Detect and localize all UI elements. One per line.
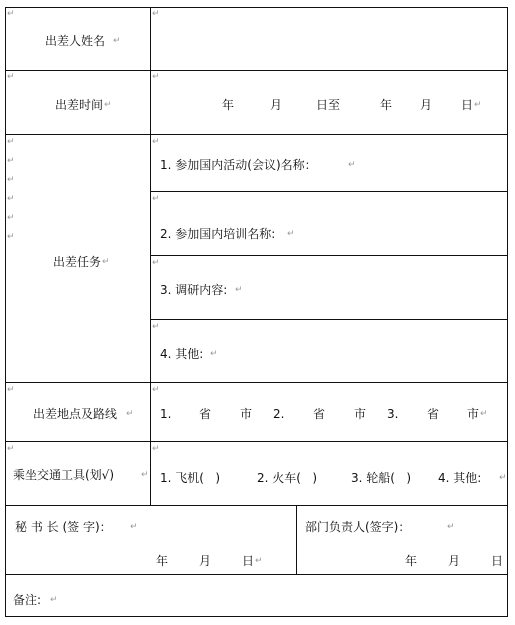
secretary-date-year: 年 [156, 554, 169, 568]
subrow-divider [150, 255, 508, 256]
table-border-top [5, 7, 508, 8]
time-year-end: 年 [380, 98, 393, 112]
route-province-1: 省 [199, 407, 212, 421]
return-mark-icon [287, 230, 295, 239]
signature-divider [296, 505, 297, 574]
return-mark-icon [152, 445, 160, 454]
row-divider [5, 70, 508, 71]
return-mark-icon [152, 195, 160, 204]
return-mark-icon [480, 410, 488, 419]
return-mark-icon [104, 101, 112, 110]
transport-train: 2. 火车( ) [257, 471, 318, 485]
return-mark-icon [235, 286, 243, 295]
label-transport: 乘坐交通工具(划√) [13, 468, 115, 482]
transport-plane: 1. 飞机( ) [160, 471, 221, 485]
label-place-route: 出差地点及路线 [33, 407, 118, 421]
label-travel-time: 出差时间 [55, 98, 104, 112]
return-mark-icon [7, 73, 15, 82]
secretary-date-day: 日 [242, 554, 255, 568]
return-mark-icon [7, 138, 15, 147]
task-meeting: 1. 参加国内活动(会议)名称： [160, 158, 317, 172]
return-mark-icon [130, 523, 138, 532]
return-mark-icon [152, 386, 160, 395]
return-mark-icon [255, 557, 263, 566]
label-travel-task: 出差任务 [53, 255, 102, 269]
return-mark-icon [152, 73, 160, 82]
route-city-2: 市 [354, 407, 367, 421]
return-mark-icon [7, 445, 15, 454]
return-mark-icon [141, 471, 149, 480]
task-other: 4. 其他: [160, 347, 204, 361]
dept-head-date-year: 年 [405, 554, 418, 568]
time-day-to: 日至 [316, 98, 341, 112]
return-mark-icon [152, 10, 160, 19]
return-mark-icon [348, 161, 356, 170]
return-mark-icon [7, 386, 15, 395]
route-province-2: 省 [313, 407, 326, 421]
row-divider [5, 441, 508, 442]
dept-head-date-month: 月 [448, 554, 461, 568]
secretary-date-month: 月 [199, 554, 212, 568]
subrow-divider [150, 319, 508, 320]
return-mark-icon [50, 596, 58, 605]
return-mark-icon [499, 474, 507, 483]
route-number-1: 1. [160, 407, 172, 421]
row-divider [5, 505, 508, 506]
column-divider [150, 7, 151, 505]
row-divider [5, 134, 508, 135]
table-border-bottom [5, 616, 508, 617]
return-mark-icon [7, 214, 15, 223]
route-city-3: 市 [467, 407, 480, 421]
route-number-2: 2. [273, 407, 285, 421]
dept-head-date-day: 日 [491, 554, 504, 568]
return-mark-icon [152, 138, 160, 147]
route-number-3: 3. [387, 407, 399, 421]
return-mark-icon [102, 258, 110, 267]
return-mark-icon [152, 323, 160, 332]
row-divider [5, 382, 508, 383]
time-day-end: 日 [461, 98, 474, 112]
time-month-end: 月 [420, 98, 433, 112]
table-border-left [5, 7, 6, 617]
table-border-right [507, 7, 508, 617]
transport-ship: 3. 轮船( ) [351, 471, 412, 485]
return-mark-icon [7, 157, 15, 166]
dept-head-signature-label: 部门负责人(签字)： [305, 520, 411, 534]
route-province-3: 省 [427, 407, 440, 421]
return-mark-icon [210, 350, 218, 359]
return-mark-icon [7, 176, 15, 185]
return-mark-icon [447, 523, 455, 532]
time-month: 月 [270, 98, 283, 112]
subrow-divider [150, 191, 508, 192]
return-mark-icon [126, 410, 134, 419]
task-research: 3. 调研内容: [160, 283, 228, 297]
return-mark-icon [7, 233, 15, 242]
return-mark-icon [113, 37, 121, 46]
route-city-1: 市 [240, 407, 253, 421]
return-mark-icon [474, 101, 482, 110]
return-mark-icon [152, 259, 160, 268]
remarks-label: 备注: [13, 593, 42, 607]
time-year: 年 [222, 98, 235, 112]
return-mark-icon [7, 10, 15, 19]
secretary-signature-label: 秘 书 长 (签 字)： [15, 520, 112, 534]
return-mark-icon [7, 195, 15, 204]
row-divider [5, 574, 508, 575]
label-traveler-name: 出差人姓名 [45, 34, 106, 48]
transport-other: 4. 其他: [438, 471, 482, 485]
task-training: 2. 参加国内培训名称: [160, 227, 276, 241]
